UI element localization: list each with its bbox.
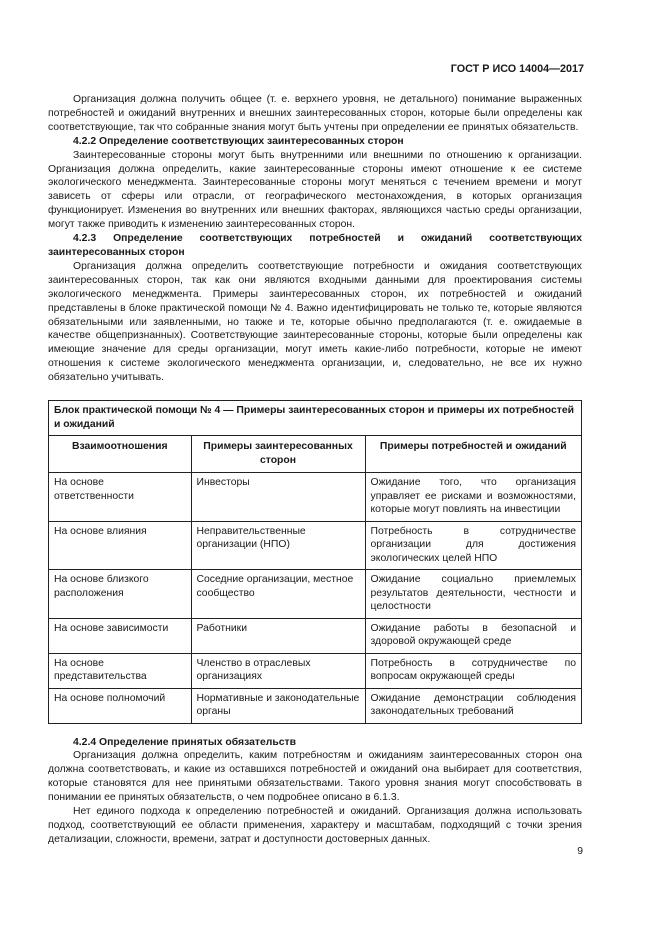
table-row [49, 618, 581, 653]
paragraph: Организация должна определить, каким потребностям и ожиданиям заинтересованных сторон она должна соответствовать, и какие из оставшихся потребностей и ожиданий она выбирает для соответствия, которые становятся для нее принятыми обязательствами. Такого уровня знания могут способствовать в понимании ее принятых обязательств, о чем подробнее описано в 6.1.3. [48, 750, 582, 804]
table-cell: На основе представительства [49, 653, 191, 688]
table-cell: Ожидание того, что организация управляет ее рисками и возможностями, которые могут повлиять на инвестиции [365, 473, 581, 522]
table-cell: Инвесторы [191, 473, 365, 522]
paragraph: Заинтересованные стороны могут быть внутренними или внешними по отношению к организации. Организация должна определить, какие заинтересованные стороны имеют отношение к ее системе экологического менеджмента. Заинтересованные стороны могут меняться с течением времени и могут зависеть от сферы или отрасли, от географического местонахождения, в которых организация функционирует. Изменения во внутренних или внешних факторах, являющихся частью среды организации, могут также приводить к изменению заинтересованных сторон. [48, 149, 582, 231]
table-cell: Нормативные и законодательные органы [191, 688, 365, 723]
section-heading-4-2-4: 4.2.4 Определение принятых обязательств [73, 736, 297, 748]
document-header-id: ГОСТ Р ИСО 14004—2017 [450, 63, 584, 75]
table-cell: На основе зависимости [49, 618, 191, 653]
stakeholders-table [49, 436, 581, 723]
table-row [49, 473, 581, 522]
table-cell: Работники [191, 618, 365, 653]
page-number: 9 [577, 846, 583, 857]
table-cell: Ожидание демонстрации соблюдения законодательных требований [365, 688, 581, 723]
table-cell: На основе ответственности [49, 473, 191, 522]
table-row [49, 521, 581, 570]
column-header-needs: Примеры потребностей и ожиданий [365, 436, 581, 473]
table-header-row [49, 436, 581, 473]
table-cell: Потребность в сотрудничестве по вопросам окружающей среды [365, 653, 581, 688]
table-cell: На основе влияния [49, 521, 191, 570]
column-header-stakeholders: Примеры заинтересованных сторон [191, 436, 365, 473]
column-header-relationships: Взаимоотношения [49, 436, 191, 473]
table-cell: Потребность в сотрудничестве организации для достижения экологических целей НПО [365, 521, 581, 570]
table-row [49, 570, 581, 619]
paragraph: Организация должна получить общее (т. е. верхнего уровня, не детального) понимание выраженных потребностей и ожиданий внутренних и внешних заинтересованных сторон, которые были определены как соответствующие, так что собранные знания могут быть учтены при определении ее принятых обязательств. [48, 94, 582, 133]
table-row [49, 688, 581, 723]
table-cell: На основе полномочий [49, 688, 191, 723]
table-row [49, 653, 581, 688]
table-cell: Ожидание работы в безопасной и здоровой окружающей среде [365, 618, 581, 653]
paragraph: Нет единого подхода к определению потребностей и ожиданий. Организация должна использовать подход, соответствующий ее области применения, характеру и масштабам, подходящий с точки зрения детализации, сложности, времени, затрат и доступности достоверных данных. [48, 806, 582, 845]
table-cell: Неправительственные организации (НПО) [191, 521, 365, 570]
section-heading-4-2-2: 4.2.2 Определение соответствующих заинтересованных сторон [73, 135, 404, 147]
table-cell: Ожидание социально приемлемых результатов деятельности, честности и целостности [365, 570, 581, 619]
paragraph: Организация должна определить соответствующие потребности и ожидания соответствующих заинтересованных сторон, так как они являются входными данными для проектирования системы экологического менеджмента. Примеры заинтересованных сторон, их потребностей и ожиданий представлены в блоке практической помощи № 4. Важно идентифицировать не только те, которые являются обязательными или заявленными, но также и те, которые обычно предполагаются (т. е. ожидаемые в качестве общепризнанных). Соответствующие заинтересованные стороны, которые были определены как имеющие значение для среды организации, могут иметь какие-либо потребности, которые не имеют отношения к системе экологического менеджмента организации, и, следовательно, не все их нужно обязательно учитывать. [48, 260, 582, 384]
practical-help-box [48, 400, 582, 724]
section-heading-4-2-3: 4.2.3 Определение соответствующих потребностей и ожиданий соответствующих заинтересованных сторон [48, 233, 582, 258]
table-cell: На основе близкого расположения [49, 570, 191, 619]
table-cell: Членство в отраслевых организациях [191, 653, 365, 688]
box-title: Блок практической помощи № 4 — Примеры заинтересованных сторон и примеры их потребностей и ожиданий [49, 401, 581, 436]
table-cell: Соседние организации, местное сообщество [191, 570, 365, 619]
page-content [48, 93, 582, 847]
